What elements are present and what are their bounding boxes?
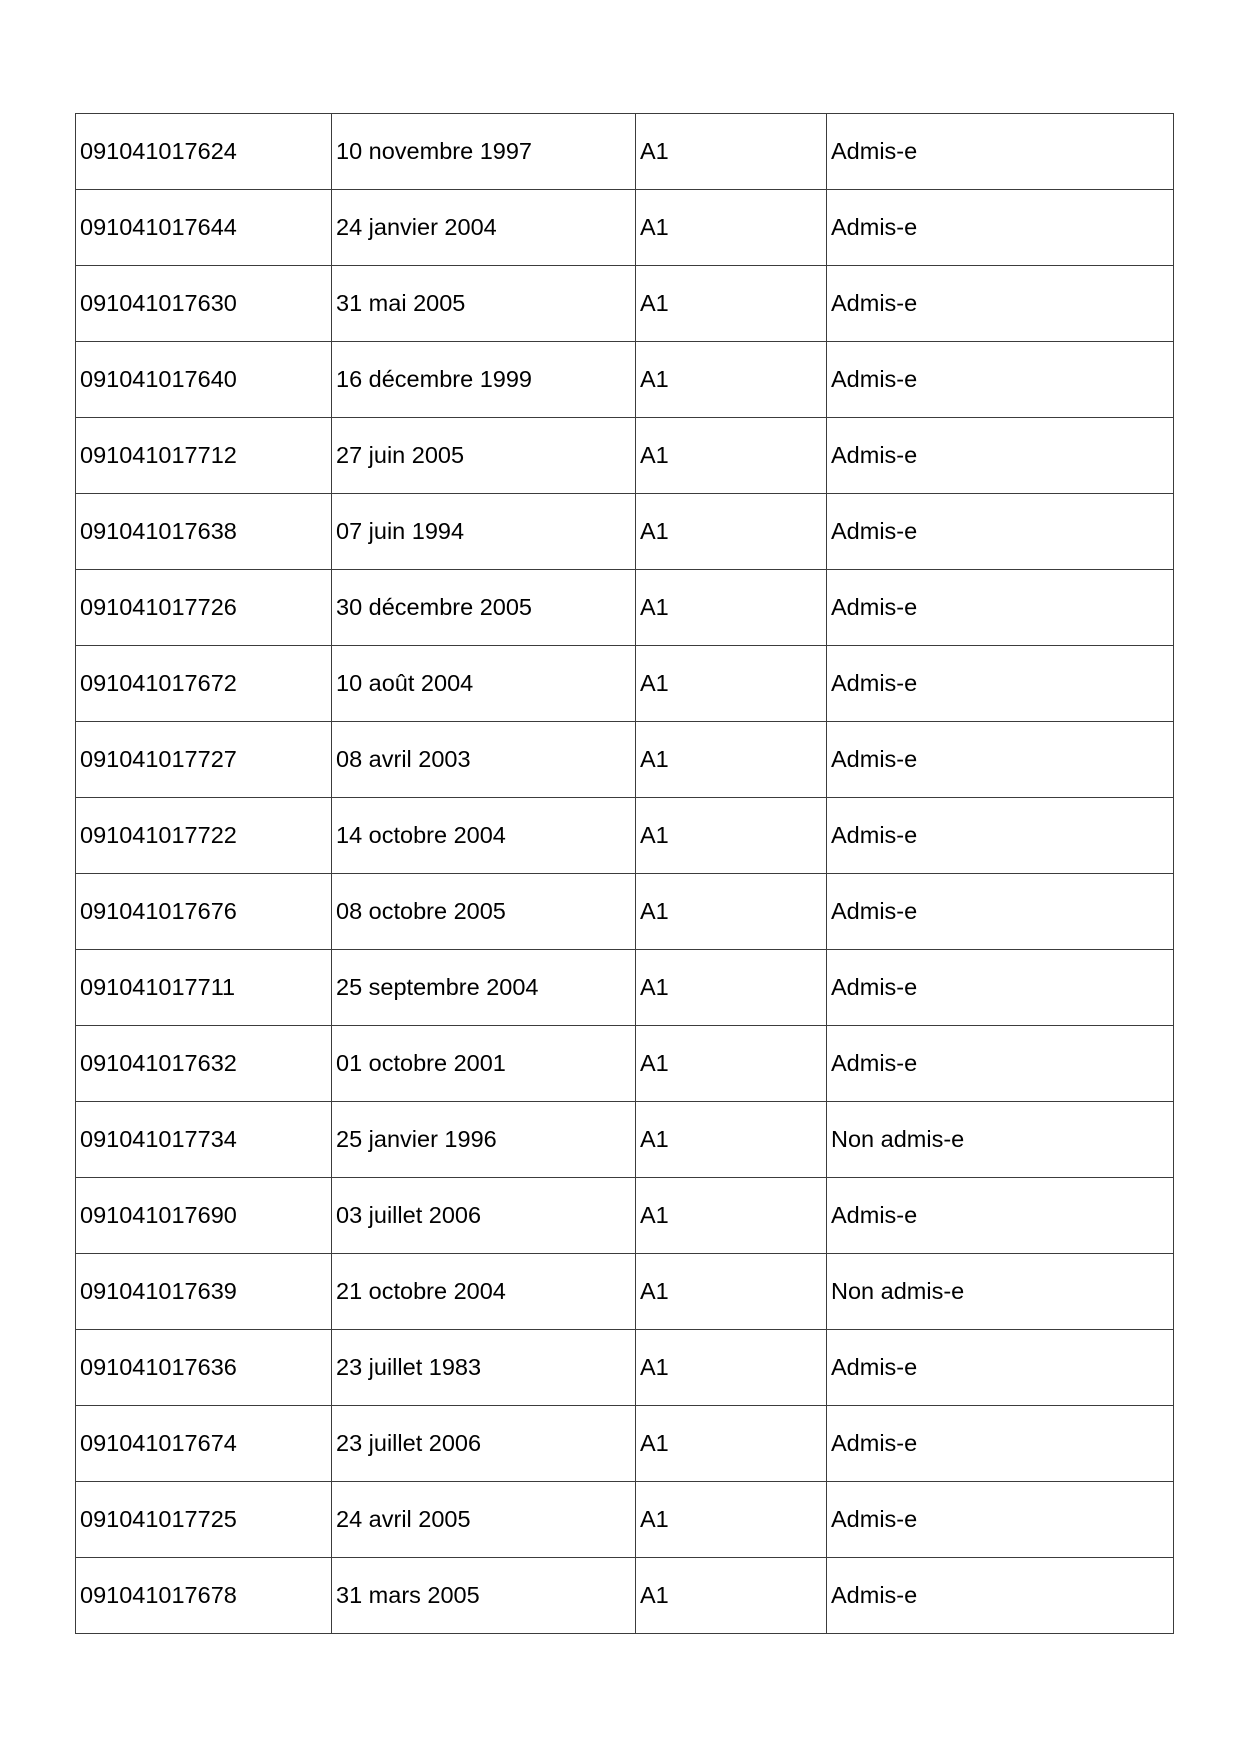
candidate-id-cell: 091041017638 (76, 494, 332, 570)
level-cell: A1 (636, 342, 827, 418)
level-cell: A1 (636, 1558, 827, 1634)
level-cell: A1 (636, 646, 827, 722)
level-cell: A1 (636, 114, 827, 190)
table-row (76, 798, 1174, 874)
result-cell: Admis-e (827, 266, 1174, 342)
table-row (76, 722, 1174, 798)
result-cell: Admis-e (827, 494, 1174, 570)
candidate-id-cell: 091041017676 (76, 874, 332, 950)
birth-date-cell: 08 avril 2003 (332, 722, 636, 798)
candidate-id-cell: 091041017722 (76, 798, 332, 874)
result-cell: Admis-e (827, 798, 1174, 874)
level-cell: A1 (636, 266, 827, 342)
level-cell: A1 (636, 1254, 827, 1330)
result-cell: Admis-e (827, 342, 1174, 418)
result-cell: Admis-e (827, 950, 1174, 1026)
level-cell: A1 (636, 570, 827, 646)
results-table (75, 113, 1174, 1634)
result-cell: Admis-e (827, 114, 1174, 190)
candidate-id-cell: 091041017644 (76, 190, 332, 266)
level-cell: A1 (636, 1102, 827, 1178)
candidate-id-cell: 091041017624 (76, 114, 332, 190)
table-row (76, 1558, 1174, 1634)
birth-date-cell: 21 octobre 2004 (332, 1254, 636, 1330)
birth-date-cell: 10 août 2004 (332, 646, 636, 722)
result-cell: Non admis-e (827, 1102, 1174, 1178)
result-cell: Non admis-e (827, 1254, 1174, 1330)
candidate-id-cell: 091041017640 (76, 342, 332, 418)
birth-date-cell: 31 mai 2005 (332, 266, 636, 342)
table-row (76, 1254, 1174, 1330)
level-cell: A1 (636, 1330, 827, 1406)
table-row (76, 874, 1174, 950)
result-cell: Admis-e (827, 1330, 1174, 1406)
birth-date-cell: 23 juillet 1983 (332, 1330, 636, 1406)
result-cell: Admis-e (827, 570, 1174, 646)
table-row (76, 1026, 1174, 1102)
table-row (76, 1406, 1174, 1482)
birth-date-cell: 31 mars 2005 (332, 1558, 636, 1634)
result-cell: Admis-e (827, 1026, 1174, 1102)
candidate-id-cell: 091041017712 (76, 418, 332, 494)
table-row (76, 418, 1174, 494)
birth-date-cell: 03 juillet 2006 (332, 1178, 636, 1254)
result-cell: Admis-e (827, 722, 1174, 798)
birth-date-cell: 23 juillet 2006 (332, 1406, 636, 1482)
level-cell: A1 (636, 1482, 827, 1558)
level-cell: A1 (636, 494, 827, 570)
level-cell: A1 (636, 1026, 827, 1102)
candidate-id-cell: 091041017630 (76, 266, 332, 342)
result-cell: Admis-e (827, 874, 1174, 950)
table-row (76, 190, 1174, 266)
table-row (76, 266, 1174, 342)
result-cell: Admis-e (827, 1558, 1174, 1634)
birth-date-cell: 25 septembre 2004 (332, 950, 636, 1026)
birth-date-cell: 25 janvier 1996 (332, 1102, 636, 1178)
birth-date-cell: 07 juin 1994 (332, 494, 636, 570)
result-cell: Admis-e (827, 1406, 1174, 1482)
candidate-id-cell: 091041017711 (76, 950, 332, 1026)
level-cell: A1 (636, 1178, 827, 1254)
level-cell: A1 (636, 722, 827, 798)
table-row (76, 570, 1174, 646)
level-cell: A1 (636, 190, 827, 266)
table-row (76, 1178, 1174, 1254)
birth-date-cell: 16 décembre 1999 (332, 342, 636, 418)
birth-date-cell: 24 janvier 2004 (332, 190, 636, 266)
candidate-id-cell: 091041017674 (76, 1406, 332, 1482)
result-cell: Admis-e (827, 1482, 1174, 1558)
birth-date-cell: 14 octobre 2004 (332, 798, 636, 874)
level-cell: A1 (636, 1406, 827, 1482)
result-cell: Admis-e (827, 1178, 1174, 1254)
level-cell: A1 (636, 418, 827, 494)
table-row (76, 950, 1174, 1026)
candidate-id-cell: 091041017639 (76, 1254, 332, 1330)
candidate-id-cell: 091041017678 (76, 1558, 332, 1634)
candidate-id-cell: 091041017672 (76, 646, 332, 722)
table-row (76, 1102, 1174, 1178)
birth-date-cell: 24 avril 2005 (332, 1482, 636, 1558)
birth-date-cell: 01 octobre 2001 (332, 1026, 636, 1102)
result-cell: Admis-e (827, 646, 1174, 722)
level-cell: A1 (636, 798, 827, 874)
candidate-id-cell: 091041017725 (76, 1482, 332, 1558)
table-row (76, 646, 1174, 722)
level-cell: A1 (636, 950, 827, 1026)
result-cell: Admis-e (827, 418, 1174, 494)
birth-date-cell: 10 novembre 1997 (332, 114, 636, 190)
table-row (76, 1482, 1174, 1558)
birth-date-cell: 27 juin 2005 (332, 418, 636, 494)
table-row (76, 342, 1174, 418)
candidate-id-cell: 091041017636 (76, 1330, 332, 1406)
candidate-id-cell: 091041017727 (76, 722, 332, 798)
candidate-id-cell: 091041017690 (76, 1178, 332, 1254)
candidate-id-cell: 091041017726 (76, 570, 332, 646)
candidate-id-cell: 091041017632 (76, 1026, 332, 1102)
candidate-id-cell: 091041017734 (76, 1102, 332, 1178)
birth-date-cell: 08 octobre 2005 (332, 874, 636, 950)
birth-date-cell: 30 décembre 2005 (332, 570, 636, 646)
table-row (76, 114, 1174, 190)
table-row (76, 494, 1174, 570)
level-cell: A1 (636, 874, 827, 950)
result-cell: Admis-e (827, 190, 1174, 266)
table-row (76, 1330, 1174, 1406)
